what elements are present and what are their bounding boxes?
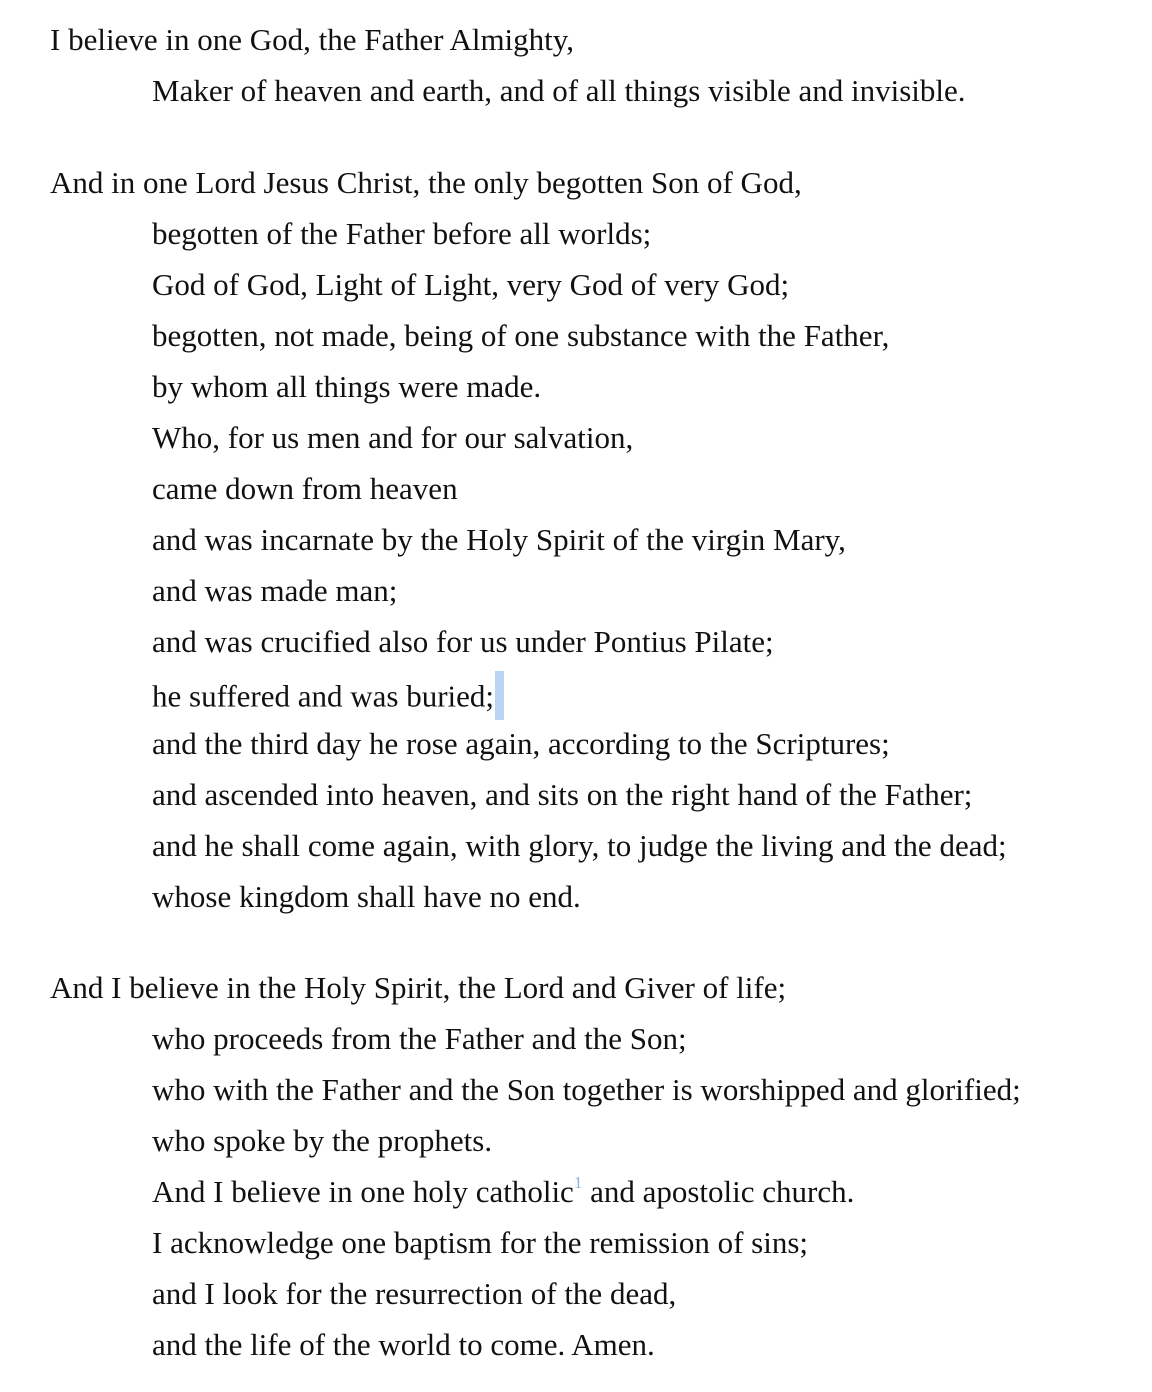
creed-line: and the third day he rose again, according to the Scriptures; [152,726,890,761]
creed-line: and I look for the resurrection of the dead, [152,1276,677,1311]
creed-line: and was made man; [152,573,398,608]
creed-line: and the life of the world to come. Amen. [152,1327,655,1362]
footnote-link[interactable]: 1 [573,1172,583,1192]
creed-line: who with the Father and the Son together is worshipped and glorified; [152,1072,1021,1107]
text-selection-caret [495,671,504,720]
creed-line: and ascended into heaven, and sits on the right hand of the Father; [152,777,973,812]
creed-line: whose kingdom shall have no end. [152,879,581,914]
creed-line: Who, for us men and for our salvation, [152,420,634,455]
creed-line: and he shall come again, with glory, to judge the living and the dead; [152,828,1007,863]
creed-line: God of God, Light of Light, very God of very God; [152,267,790,302]
creed-line-with-cursor [152,675,504,724]
creed-line: came down from heaven [152,471,458,506]
creed-line-text: And I believe in one holy catholic [152,1174,574,1209]
creed-line-with-footnote [152,1174,854,1210]
creed-line: begotten, not made, being of one substance with the Father, [152,318,890,353]
creed-line: by whom all things were made. [152,369,542,404]
creed-line: begotten of the Father before all worlds; [152,216,652,251]
creed-line: I acknowledge one baptism for the remission of sins; [152,1225,809,1260]
creed-line: Maker of heaven and earth, and of all things visible and invisible. [152,73,966,108]
creed-line: who proceeds from the Father and the Son; [152,1021,687,1056]
creed-line: and was crucified also for us under Pontius Pilate; [152,624,774,659]
creed-line: And in one Lord Jesus Christ, the only begotten Son of God, [50,165,802,200]
creed-line: And I believe in the Holy Spirit, the Lord and Giver of life; [50,970,787,1005]
creed-line: who spoke by the prophets. [152,1123,493,1158]
creed-line-text: he suffered and was buried; [152,678,495,714]
creed-line: and was incarnate by the Holy Spirit of the virgin Mary, [152,522,846,557]
creed-line: I believe in one God, the Father Almighty, [50,22,575,57]
creed-line-text: and apostolic church. [590,1174,855,1209]
